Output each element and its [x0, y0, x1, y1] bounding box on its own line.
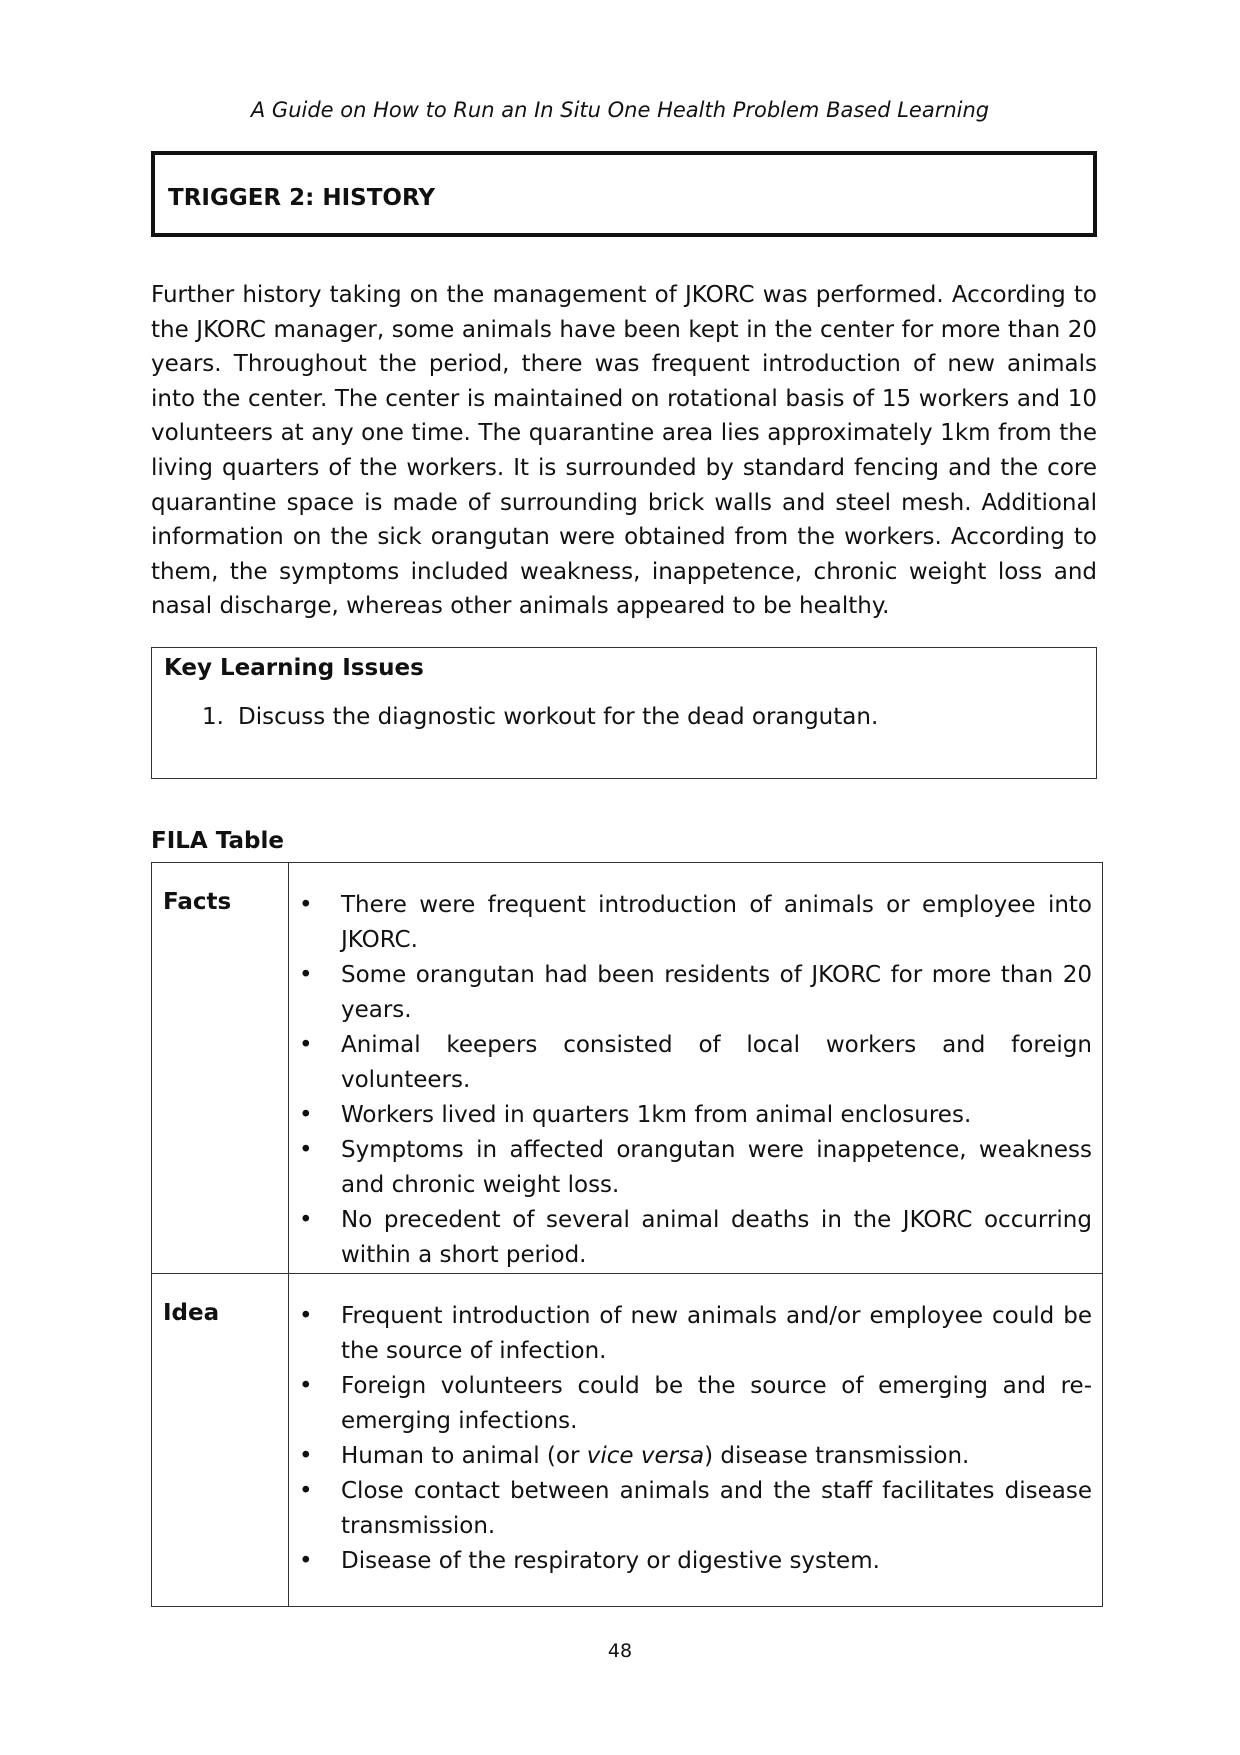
key-learning-issue-item — [202, 704, 878, 730]
history-paragraph: Further history taking on the management of JKORC was performed. According to the JKORC manager, some animals have been kept in the center for more than 20 years. Throughout the period, there was frequent introduction of new animals into the center. The center is maintained on rotational basis of 15 workers and 10 volunteers at any one time. The quarantine area lies approximately 1km from the living quarters of the workers. It is surrounded by standard fencing and the core quarantine space is made of surrounding brick walls and steel mesh. Additional information on the sick orangutan were obtained from the workers. According to them, the symptoms included weakness, inappetence, chronic weight loss and nasal discharge, whereas other animals appeared to be healthy. — [151, 282, 1097, 620]
bullet-text-italic: vice versa — [586, 1443, 705, 1469]
trigger-box — [151, 151, 1097, 237]
key-learning-issues-title: Key Learning Issues — [164, 655, 424, 681]
fila-table — [151, 862, 1103, 1607]
page-number: 48 — [607, 1640, 633, 1662]
bullet-item: • There were frequent introduction of animals or employee into JKORC. — [289, 888, 1092, 958]
bullet-item: • Symptoms in affected orangutan were inappetence, weakness and chronic weight loss. — [289, 1133, 1092, 1203]
fila-label-idea: Idea — [152, 1274, 289, 1607]
idea-bullet-list — [289, 1299, 1092, 1579]
bullet-item: • Frequent introduction of new animals and/or employee could be the source of infection. — [289, 1299, 1092, 1369]
bullet-item: • Animal keepers consisted of local workers and foreign volunteers. — [289, 1028, 1092, 1098]
key-learning-issue-number: 1. — [202, 704, 224, 730]
key-learning-issues-list — [202, 704, 878, 730]
running-header: A Guide on How to Run an In Situ One Health Problem Based Learning — [250, 98, 990, 122]
facts-bullet-list — [289, 888, 1092, 1273]
bullet-item: • Some orangutan had been residents of JKORC for more than 20 years. — [289, 958, 1092, 1028]
fila-row-idea — [152, 1274, 1103, 1607]
bullet-item — [289, 1439, 1092, 1474]
trigger-title: TRIGGER 2: HISTORY — [168, 185, 436, 211]
bullet-item: • Workers lived in quarters 1km from animal enclosures. — [289, 1098, 1092, 1133]
bullet-item: • Close contact between animals and the staff facilitates disease transmission. — [289, 1474, 1092, 1544]
key-learning-issues-box — [151, 647, 1097, 779]
fila-content-facts — [289, 863, 1103, 1274]
fila-label-facts: Facts — [152, 863, 289, 1274]
key-learning-issue-text: Discuss the diagnostic workout for the dead orangutan. — [238, 704, 879, 730]
bullet-item: • Disease of the respiratory or digestive system. — [289, 1544, 1092, 1579]
fila-content-idea — [289, 1274, 1103, 1607]
fila-row-facts — [152, 863, 1103, 1274]
bullet-text-after: ) disease transmission. — [704, 1443, 970, 1469]
bullet-item: • Foreign volunteers could be the source of emerging and re-emerging infections. — [289, 1369, 1092, 1439]
bullet-item: • No precedent of several animal deaths in the JKORC occurring within a short period. — [289, 1203, 1092, 1273]
fila-table-title: FILA Table — [151, 828, 284, 854]
bullet-text-before: Human to animal (or — [341, 1443, 587, 1469]
